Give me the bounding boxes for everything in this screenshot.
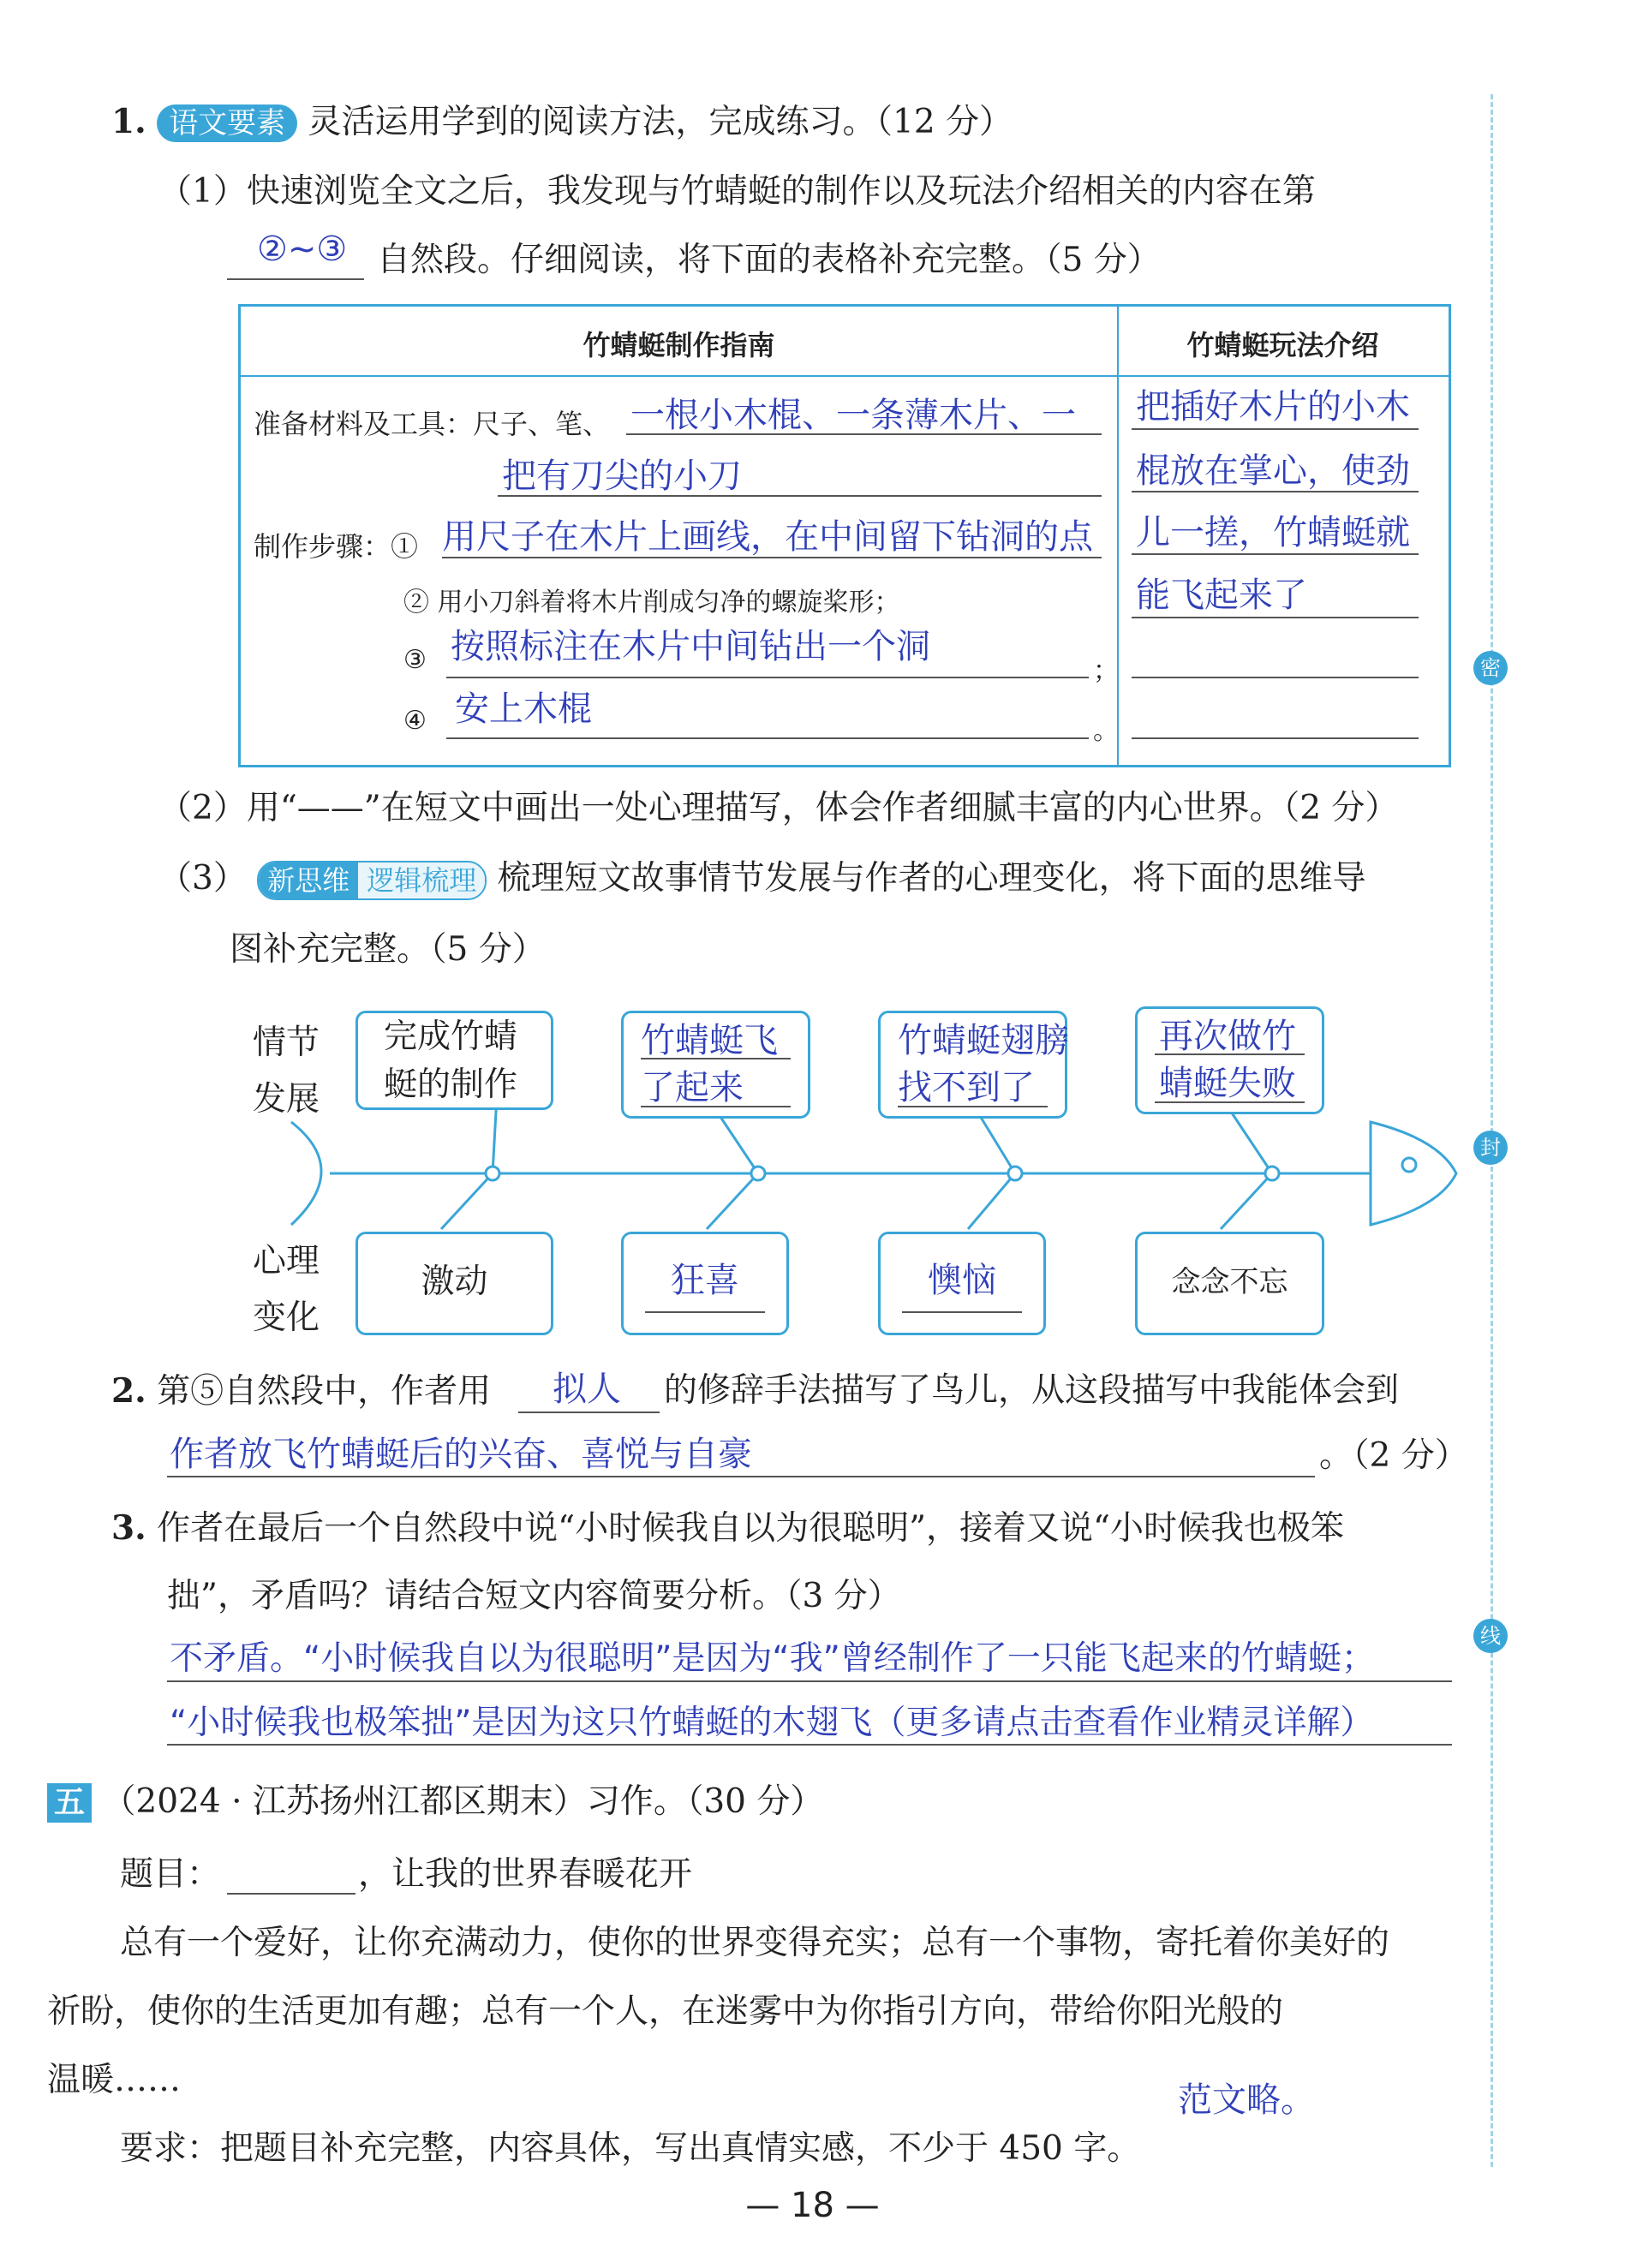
- fish-eye: [1402, 1158, 1416, 1172]
- diagram-bottom-label: [253, 1233, 320, 1346]
- emotion-3-blank: [902, 1311, 1022, 1313]
- guide-table: [238, 304, 1451, 767]
- emotion-box-4: [1135, 1232, 1324, 1335]
- play-line-1: 把插好木片的小木: [1136, 387, 1410, 427]
- top-label-2: 发展: [253, 1080, 320, 1119]
- emotion-3-text: 懊恼: [928, 1261, 996, 1300]
- fish-tail: [291, 1122, 321, 1225]
- play-blank-5: [1132, 677, 1419, 678]
- q2-line-1: [111, 1370, 491, 1412]
- sec5-requirement: 要求：把题目补充完整，内容具体，写出真情实感，不少于 450 字。: [120, 2129, 1141, 2168]
- q3-text-1: 作者在最后一个自然段中说“小时候我自以为很聪明”，接着又说“小时候我也极笨: [157, 1509, 1344, 1548]
- plot-4-line-1: 再次做竹: [1159, 1017, 1296, 1056]
- play-blank-2: [1132, 491, 1419, 492]
- q3-blank-1: [167, 1680, 1452, 1682]
- plot-4-blank-1: [1155, 1053, 1305, 1055]
- page-number: — 18 —: [745, 2186, 880, 2225]
- top-label-1: 情节: [253, 1024, 320, 1062]
- side-mark-feng: 封: [1473, 1131, 1508, 1165]
- step3-tail: ；: [1093, 656, 1119, 686]
- plot-3-line-2: 找不到了: [898, 1068, 1035, 1107]
- emotion-1-text: 激动: [421, 1262, 488, 1301]
- emotion-4-text: 念念不忘: [1171, 1265, 1288, 1299]
- q1-sub1-blank: [227, 278, 364, 280]
- step1-blank: [442, 557, 1102, 558]
- sec5-title-label: 题目：: [120, 1855, 221, 1894]
- q1-sub1-tail: 自然段。仔细阅读，将下面的表格补充完整。（5 分）: [377, 241, 1161, 279]
- q2-answer-2: 作者放飞竹蜻蜓后的兴奋、喜悦与自豪: [170, 1435, 752, 1474]
- plot-4-line-2: 蜻蜓失败: [1159, 1064, 1296, 1103]
- play-blank-3: [1132, 553, 1419, 555]
- q3-text-2: 拙”，矛盾吗？请结合短文内容简要分析。（3 分）: [167, 1577, 901, 1615]
- step4-label: ④: [403, 706, 427, 736]
- sec5-para-2: 祈盼，使你的生活更加有趣；总有一个人，在迷雾中为你指引方向，带给你阳光般的: [47, 1992, 1284, 2031]
- plot-2-line-1: 竹蜻蜓飞: [641, 1021, 778, 1060]
- materials-answer-2: 把有刀尖的小刀: [502, 457, 742, 496]
- emotion-box-3: [878, 1232, 1046, 1335]
- step3-label: ③: [403, 645, 427, 675]
- side-mark-xian: 线: [1473, 1619, 1508, 1653]
- sec5-text: （2024 · 江苏扬州江都区期末）习作。（30 分）: [102, 1782, 824, 1821]
- sub3-text-2: 图补充完整。（5 分）: [230, 930, 546, 969]
- q3-number: 3.: [111, 1508, 146, 1548]
- side-mark-mi: 密: [1473, 651, 1508, 685]
- bone-bottom-1: [441, 1173, 493, 1229]
- q1-sub2: （2）用“——”在短文中画出一处心理描写，体会作者细腻丰富的内心世界。（2 分）: [158, 789, 1399, 827]
- plot-box-1: [355, 1011, 553, 1110]
- q1-sub3: [158, 858, 1366, 900]
- q1-sub1-answer: ②~③: [257, 230, 348, 269]
- play-blank-4: [1132, 617, 1419, 618]
- table-head-left: 竹蜻蜓制作指南: [582, 329, 775, 361]
- q2-text-b: 的修辞手法描写了鸟儿，从这段描写中我能体会到: [664, 1371, 1400, 1410]
- plot-3-blank: [898, 1106, 1048, 1107]
- plot-1-line-2: 蜓的制作: [384, 1065, 518, 1104]
- q3-answer-1: 不矛盾。“小时候我自以为很聪明”是因为“我”曾经制作了一只能飞起来的竹蜻蜓；: [170, 1639, 1375, 1678]
- bone-bottom-2: [707, 1173, 758, 1229]
- step3-blank: [446, 677, 1089, 678]
- sec5-tag: 五: [47, 1783, 92, 1823]
- sec5-header: [47, 1782, 823, 1823]
- bone-bottom-3: [968, 1173, 1015, 1229]
- materials-label: 准备材料及工具：尺子、笔、: [254, 408, 611, 440]
- step4-tail: 。: [1093, 716, 1119, 746]
- emotion-2-blank: [645, 1311, 765, 1313]
- q2-text-a: 第⑤自然段中，作者用: [157, 1372, 492, 1411]
- step2-text: ② 用小刀斜着将木片削成匀净的螺旋桨形；: [403, 588, 900, 618]
- sec5-title-blank: [227, 1893, 355, 1895]
- step1-answer: 用尺子在木片上画线，在中间留下钻洞的点: [442, 517, 1093, 557]
- q2-blank-2: [167, 1476, 1315, 1477]
- play-line-4: 能飞起来了: [1136, 576, 1307, 615]
- spine-node-3: [1008, 1167, 1022, 1180]
- emotion-2-text: 狂喜: [671, 1261, 739, 1300]
- q3-answer-2: “小时候我也极笨拙”是因为这只竹蜻蜓的木翅飞（更多请点击查看作业精灵详解）: [170, 1704, 1374, 1742]
- q1-header: [111, 101, 1013, 143]
- table-head-right: 竹蜻蜓玩法介绍: [1186, 329, 1379, 361]
- q1-sub1-text: （1）快速浏览全文之后，我发现与竹蜻蜓的制作以及玩法介绍相关的内容在第: [158, 172, 1316, 211]
- sub3-badge: [257, 861, 487, 900]
- sec5-answer: 范文略。: [1178, 2080, 1315, 2120]
- play-line-3: 儿一搓，竹蜻蜓就: [1136, 513, 1410, 552]
- plot-3-line-1: 竹蜻蜓翅膀: [898, 1021, 1069, 1060]
- q1-text: 灵活运用学到的阅读方法，完成练习。（12 分）: [308, 103, 1013, 141]
- q2-tail: 。（2 分）: [1319, 1436, 1468, 1475]
- step3-answer: 按照标注在木片中间钻出一个洞: [451, 627, 930, 666]
- plot-4-blank-2: [1155, 1101, 1305, 1103]
- q2-number: 2.: [111, 1371, 146, 1411]
- q3-line-1: [111, 1507, 1344, 1549]
- play-line-2: 棍放在掌心，使劲: [1136, 451, 1410, 491]
- plot-2-blank-1: [641, 1058, 791, 1059]
- spine-node-2: [751, 1167, 765, 1180]
- emotion-box-2: [621, 1232, 789, 1335]
- fish-head: [1371, 1122, 1456, 1225]
- q1-number: 1.: [111, 102, 146, 141]
- plot-box-2: [621, 1011, 810, 1119]
- bottom-label-2: 变化: [253, 1298, 320, 1337]
- materials-blank-1: [626, 433, 1102, 435]
- spine-node-4: [1265, 1167, 1279, 1180]
- sub3-prefix: （3）: [158, 859, 247, 898]
- plot-box-3: [878, 1011, 1067, 1119]
- q2-answer-1: 拟人: [553, 1370, 621, 1409]
- bone-bottom-4: [1221, 1173, 1272, 1229]
- sec5-title-tail: ，让我的世界春暖花开: [358, 1855, 693, 1894]
- materials-blank-2: [498, 495, 1102, 497]
- sub3-text: 梳理短文故事情节发展与作者的心理变化，将下面的思维导: [497, 859, 1366, 898]
- step4-blank: [446, 737, 1089, 739]
- q2-blank-1: [518, 1412, 660, 1413]
- materials-answer-1: 一根小木棍、一条薄木片、一: [630, 396, 1076, 435]
- q3-blank-2: [167, 1744, 1452, 1746]
- bottom-label-1: 心理: [253, 1242, 320, 1280]
- sec5-para-1: 总有一个爱好，让你充满动力，使你的世界变得充实；总有一个事物，寄托着你美好的: [120, 1924, 1390, 1962]
- plot-1-line-1: 完成竹蜻: [384, 1018, 518, 1056]
- spine-node-1: [486, 1167, 499, 1180]
- sec5-para-3: 温暖……: [47, 2061, 182, 2099]
- plot-2-blank-2: [641, 1106, 791, 1107]
- step4-answer: 安上木棍: [455, 689, 592, 729]
- emotion-box-1: [355, 1232, 553, 1335]
- play-blank-6: [1132, 737, 1419, 739]
- plot-2-line-2: 了起来: [641, 1068, 744, 1107]
- q1-badge: 语文要素: [157, 104, 297, 142]
- plot-box-4: [1135, 1006, 1324, 1114]
- sub3-badge-right: 逻辑梳理: [358, 862, 485, 898]
- diagram-top-label: [253, 1015, 320, 1128]
- steps-label: 制作步骤：①: [254, 530, 419, 563]
- sub3-badge-left: 新思维: [259, 862, 358, 898]
- play-blank-1: [1132, 428, 1419, 430]
